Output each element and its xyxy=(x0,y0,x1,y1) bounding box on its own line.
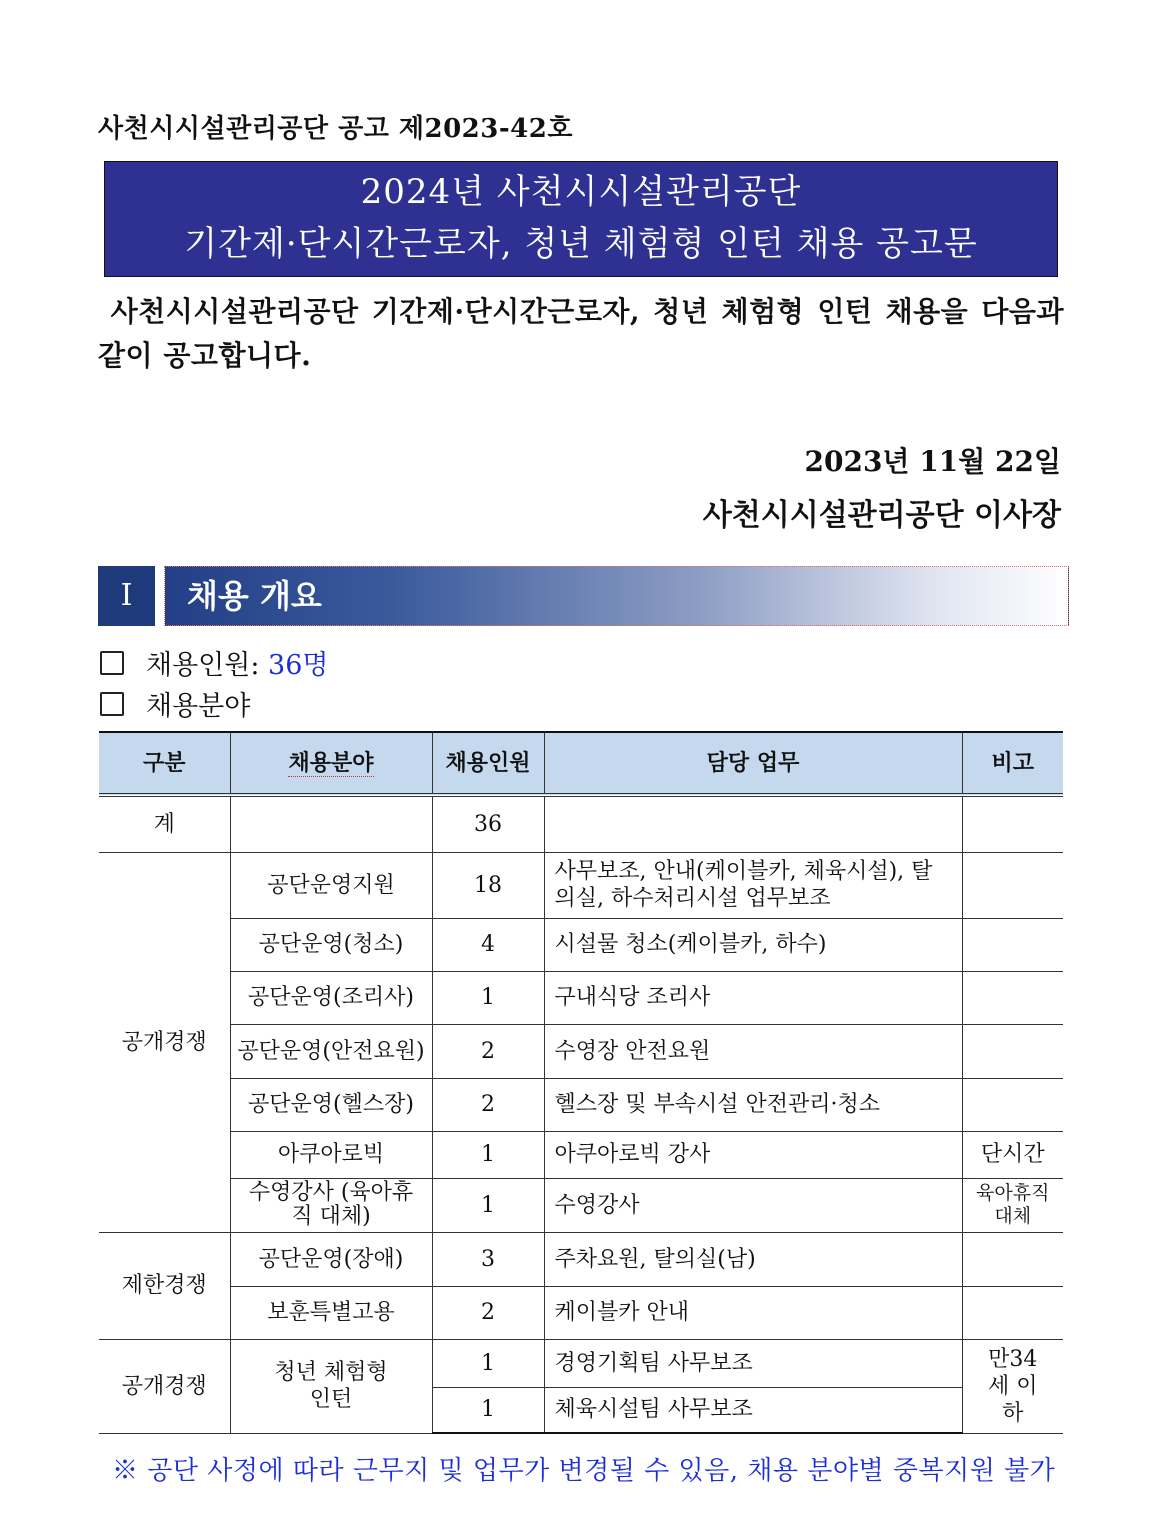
cell-note xyxy=(962,971,1063,1024)
notice-number: 사천시시설관리공단 공고 제2023-42호 xyxy=(98,114,573,144)
title-line-2: 기간제·단시간근로자, 청년 체험형 인턴 채용 공고문 xyxy=(184,224,978,264)
table-row xyxy=(99,1339,1063,1387)
cell-note xyxy=(962,795,1063,852)
cell-duty: 시설물 청소(케이블카, 하수) xyxy=(544,918,962,971)
table-row xyxy=(99,1178,1063,1232)
cell-count: 4 xyxy=(432,918,544,971)
cell-note xyxy=(962,1078,1063,1131)
cell-duty: 경영기획팀 사무보조 xyxy=(544,1339,962,1387)
cell-duty: 사무보조, 안내(케이블카, 체육시설), 탈의실, 하수처리시설 업무보조 xyxy=(544,852,962,918)
cell-field: 공단운영(헬스장) xyxy=(230,1078,432,1131)
cell-count: 2 xyxy=(432,1024,544,1078)
cell-field: 보훈특별고용 xyxy=(230,1286,432,1339)
cell-count: 18 xyxy=(432,852,544,918)
cell-count: 2 xyxy=(432,1078,544,1131)
cell-count: 1 xyxy=(432,1387,544,1433)
header-note: 비고 xyxy=(962,732,1063,795)
cell-duty: 헬스장 및 부속시설 안전관리·청소 xyxy=(544,1078,962,1131)
cell-category: 공개경쟁 xyxy=(99,852,230,1232)
field-item xyxy=(100,684,250,723)
title-banner xyxy=(104,161,1058,277)
cell-category: 제한경쟁 xyxy=(99,1232,230,1339)
header-field: 채용분야 xyxy=(230,732,432,795)
cell-field: 공단운영(조리사) xyxy=(230,971,432,1024)
section-title: 채용 개요 xyxy=(187,577,322,615)
cell-count: 2 xyxy=(432,1286,544,1339)
issuer: 사천시시설관리공단 이사장 xyxy=(702,498,1061,533)
header-count: 채용인원 xyxy=(432,732,544,795)
footnote: ※ 공단 사정에 따라 근무지 및 업무가 변경될 수 있음, 채용 분야별 중복지원 불가 xyxy=(112,1456,1056,1486)
cell-duty: 수영강사 xyxy=(544,1178,962,1232)
intro-paragraph: 사천시시설관리공단 기간제·단시간근로자, 청년 체험형 인턴 채용을 다음과 같이 공고합니다. xyxy=(98,295,1065,372)
table-row-total xyxy=(99,795,1063,852)
cell-note: 육아휴직 대체 xyxy=(962,1178,1063,1232)
headcount-item xyxy=(100,643,328,682)
cell-duty: 주차요원, 탈의실(남) xyxy=(544,1232,962,1286)
cell-field: 수영강사 (육아휴직 대체) xyxy=(230,1178,432,1232)
cell-note xyxy=(962,1286,1063,1339)
field-label: 채용분야 xyxy=(146,691,251,722)
cell-note xyxy=(962,852,1063,918)
cell-count: 3 xyxy=(432,1232,544,1286)
title-line-1: 2024년 사천시시설관리공단 xyxy=(360,172,802,212)
table-row xyxy=(99,918,1063,971)
section-number: Ⅰ xyxy=(98,566,155,626)
cell-category: 계 xyxy=(99,795,230,852)
cell-duty: 아쿠아로빅 강사 xyxy=(544,1131,962,1178)
table-row xyxy=(99,1131,1063,1178)
cell-note xyxy=(962,1232,1063,1286)
recruitment-table xyxy=(99,731,1063,1434)
cell-duty: 체육시설팀 사무보조 xyxy=(544,1387,962,1433)
cell-duty: 수영장 안전요원 xyxy=(544,1024,962,1078)
cell-field: 청년 체험형 인턴 xyxy=(230,1339,432,1433)
cell-field: 아쿠아로빅 xyxy=(230,1131,432,1178)
cell-field: 공단운영(안전요원) xyxy=(230,1024,432,1078)
header-duty: 담당 업무 xyxy=(544,732,962,795)
cell-field: 공단운영지원 xyxy=(230,852,432,918)
cell-count: 1 xyxy=(432,1131,544,1178)
cell-note xyxy=(962,1024,1063,1078)
checkbox-icon xyxy=(100,692,124,716)
cell-note: 단시간 xyxy=(962,1131,1063,1178)
table-header-row xyxy=(99,732,1063,795)
cell-category: 공개경쟁 xyxy=(99,1339,230,1433)
cell-duty: 구내식당 조리사 xyxy=(544,971,962,1024)
cell-count: 1 xyxy=(432,1178,544,1232)
headcount-value: 36명 xyxy=(268,650,329,681)
section-title-bar xyxy=(164,566,1069,626)
cell-count: 1 xyxy=(432,1339,544,1387)
table-row xyxy=(99,1232,1063,1286)
announcement-date: 2023년 11월 22일 xyxy=(804,445,1061,478)
section-header xyxy=(98,566,1068,626)
table-row xyxy=(99,1024,1063,1078)
cell-field: 공단운영(장애) xyxy=(230,1232,432,1286)
cell-count: 36 xyxy=(432,795,544,852)
table-row xyxy=(99,852,1063,918)
cell-count: 1 xyxy=(432,971,544,1024)
table-row xyxy=(99,1078,1063,1131)
header-category: 구분 xyxy=(99,732,230,795)
headcount-label: 채용인원: xyxy=(146,650,260,681)
table-row xyxy=(99,1286,1063,1339)
checkbox-icon xyxy=(100,651,124,675)
cell-field xyxy=(230,795,432,852)
cell-duty: 케이블카 안내 xyxy=(544,1286,962,1339)
cell-note: 만34세 이하 xyxy=(962,1339,1063,1433)
table-row xyxy=(99,971,1063,1024)
cell-duty xyxy=(544,795,962,852)
cell-note xyxy=(962,918,1063,971)
cell-field: 공단운영(청소) xyxy=(230,918,432,971)
